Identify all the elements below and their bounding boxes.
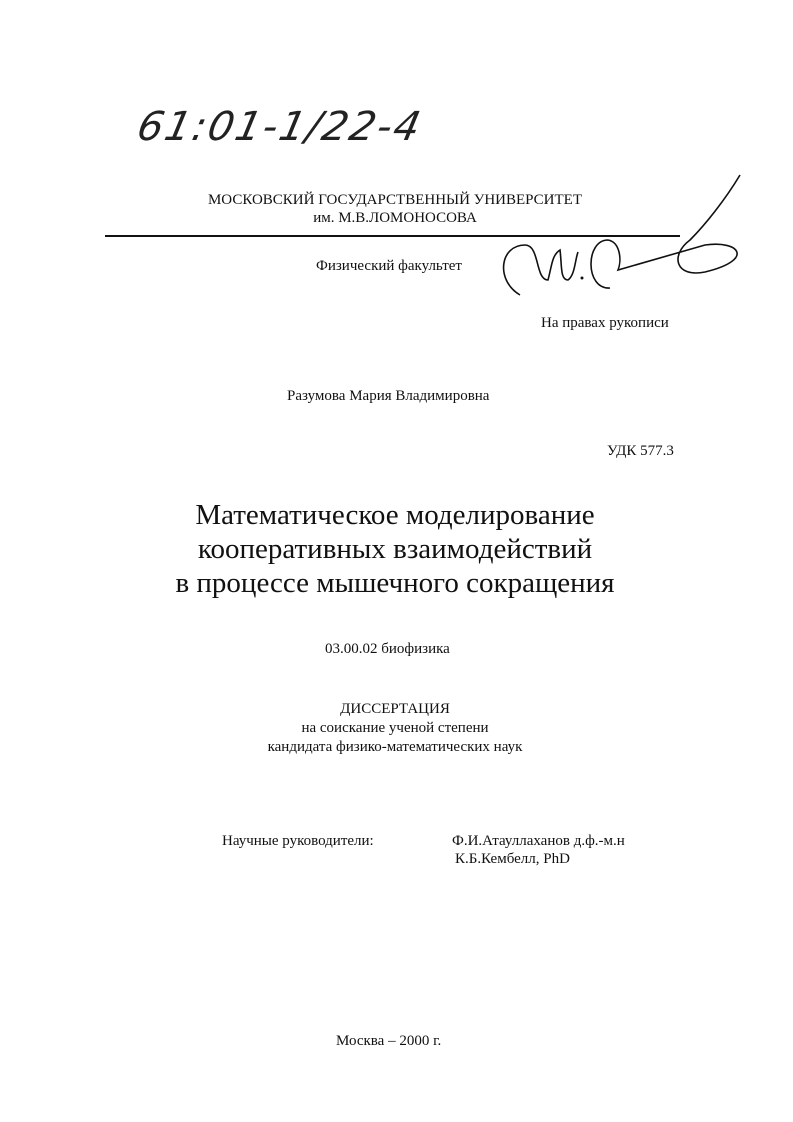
place-year: Москва – 2000 г. [336, 1033, 442, 1049]
supervisor-name: К.Б.Кембелл, PhD [455, 851, 570, 867]
specialty: 03.00.02 биофизика [325, 641, 450, 657]
supervisor-name: Ф.И.Атауллаханов д.ф.-м.н [452, 833, 625, 849]
university-name-2: им. М.В.ЛОМОНОСОВА [313, 210, 477, 226]
thesis-title-line: в процессе мышечного сокращения [175, 567, 615, 599]
udc-code: УДК 577.3 [607, 443, 674, 459]
faculty: Физический факультет [316, 258, 462, 274]
thesis-title-line: Математическое моделирование [195, 499, 595, 531]
signature [490, 170, 750, 310]
author-name: Разумова Мария Владимировна [287, 388, 490, 404]
degree-line: на соискание ученой степени [301, 720, 489, 736]
handwritten-catalog-number: 61:01-1/22-4 [133, 104, 427, 150]
supervisors-label: Научные руководители: [222, 833, 374, 849]
degree-line: кандидата физико-математических наук [267, 739, 523, 755]
degree-type: ДИССЕРТАЦИЯ [340, 701, 450, 717]
thesis-title-line: кооперативных взаимодействий [197, 533, 593, 565]
university-name: МОСКОВСКИЙ ГОСУДАРСТВЕННЫЙ УНИВЕРСИТЕТ [207, 192, 583, 208]
manuscript-rights: На правах рукописи [541, 315, 669, 331]
